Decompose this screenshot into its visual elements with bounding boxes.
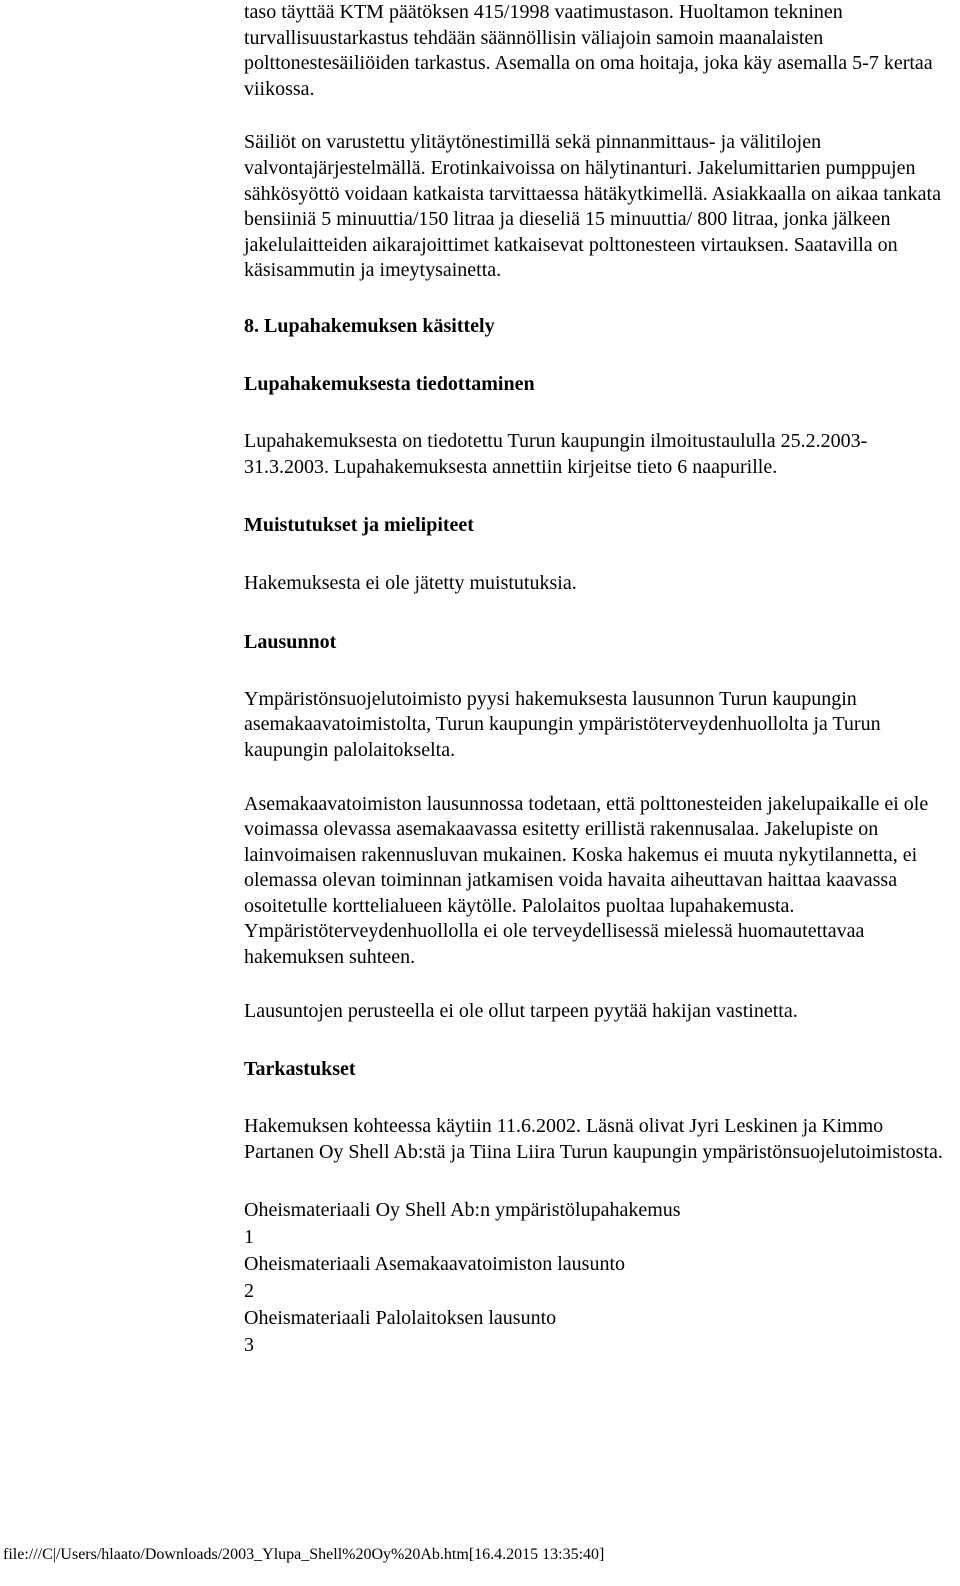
paragraph-lausunnot-request: Ympäristönsuojelutoimisto pyysi hakemuksesta lausunnon Turun kaupungin asemakaavatoimistolta, Turun kaupungin ympäristöterveydenhuollolta ja Turun kaupungin palolaitokselta. bbox=[244, 687, 881, 761]
document-body bbox=[244, 0, 956, 1359]
page-footer-url: file:///C|/Users/hlaato/Downloads/2003_Ylupa_Shell%20Oy%20Ab.htm[16.4.2015 13:35:40] bbox=[3, 1546, 605, 1563]
paragraph-tank-equipment: Säiliöt on varustettu ylitäytönestimillä sekä pinnanmittaus- ja välitilojen valvontajärjestelmällä. Erotinkaivoissa on hälytinanturi. Jakelumittarien pumppujen sähkösyöttö voidaan katkaista tarvittaessa hätäkytkimellä. Asiakkaalla on aikaa tankata bensiiniä 5 minuuttia/150 litraa ja dieseliä 15 minuuttia/ 800 litraa, jonka jälkeen jakelulaitteiden aikarajoittimet katkaisevat polttonesteen virtauksen. Saatavilla on käsisammutin ja imeytysainetta. bbox=[244, 131, 941, 282]
attachment-number: 3 bbox=[244, 1334, 254, 1357]
attachment-list bbox=[244, 1197, 956, 1359]
paragraph-tarkastukset: Hakemuksen kohteessa käytiin 11.6.2002. Läsnä olivat Jyri Leskinen ja Kimmo Partanen Oy Shell Ab:stä ja Tiina Liira Turun kaupungin ympäristönsuojelutoimistosta. bbox=[244, 1115, 943, 1163]
section-heading-8: 8. Lupahakemuksen käsittely bbox=[244, 314, 495, 337]
heading-tiedottaminen: Lupahakemuksesta tiedottaminen bbox=[244, 372, 535, 395]
paragraph-tiedottaminen: Lupahakemuksesta on tiedotettu Turun kaupungin ilmoitustaululla 25.2.2003- 31.3.2003. Lupahakemuksesta annettiin kirjeitse tieto 6 naapurille. bbox=[244, 429, 868, 478]
heading-lausunnot: Lausunnot bbox=[244, 630, 337, 653]
attachment-label: Oheismateriaali Oy Shell Ab:n ympäristölupahakemus bbox=[244, 1199, 681, 1222]
heading-tarkastukset: Tarkastukset bbox=[244, 1058, 356, 1081]
paragraph-lausunnot-content: Asemakaavatoimiston lausunnossa todetaan, että polttonesteiden jakelupaikalle ei ole voimassa olevassa asemakaavassa esitetty erillistä rakennusalaa. Jakelupiste on lainvoimaisen rakennusluvan mukainen. Koska hakemus ei muuta nykytilannetta, ei olemassa olevan toiminnan jatkamisen voida havaita aiheuttavan haittaa kaavassa osoitetulle korttelialueen käytölle. Palolaitos puoltaa lupahakemusta. Ympäristöterveydenhuollolla ei ole terveydellisessä mielessä huomautettavaa hakemuksen suhteen. bbox=[244, 792, 929, 969]
attachment-number: 1 bbox=[244, 1226, 254, 1249]
paragraph-station-maintenance: taso täyttää KTM päätöksen 415/1998 vaatimustason. Huoltamon tekninen turvallisuustarkastus tehdään säännöllisin väliajoin samoin maanalaisten polttonestesäiliöiden tarkastus. Asemalla on oma hoitaja, joka käy asemalla 5-7 kertaa viikossa. bbox=[244, 1, 933, 100]
paragraph-muistutukset: Hakemuksesta ei ole jätetty muistutuksia. bbox=[244, 572, 577, 595]
attachment-label: Oheismateriaali Palolaitoksen lausunto bbox=[244, 1307, 557, 1330]
paragraph-lausunnot-conclusion: Lausuntojen perusteella ei ole ollut tarpeen pyytää hakijan vastinetta. bbox=[244, 999, 798, 1022]
heading-muistutukset: Muistutukset ja mielipiteet bbox=[244, 514, 474, 537]
attachment-label: Oheismateriaali Asemakaavatoimiston lausunto bbox=[244, 1253, 626, 1276]
attachment-number: 2 bbox=[244, 1280, 254, 1303]
